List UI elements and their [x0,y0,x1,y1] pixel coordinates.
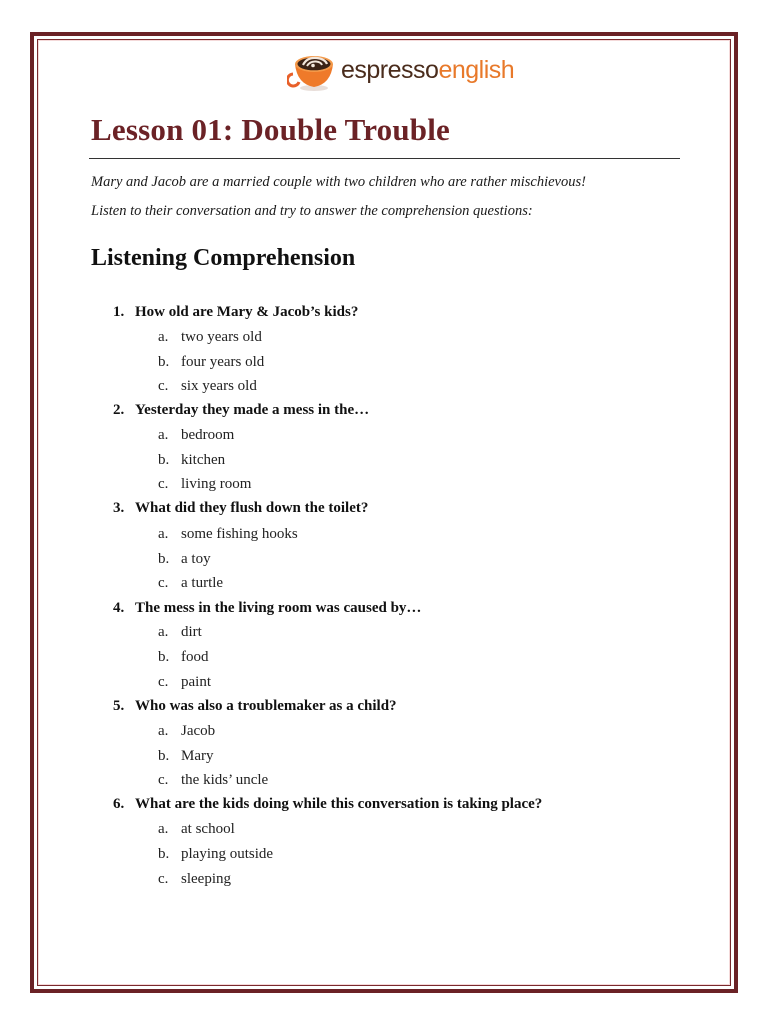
logo-text-espresso: espresso [341,55,439,84]
option-letter: a. [158,821,169,837]
option-6a [158,821,235,838]
coffee-cup-icon [287,50,337,94]
intro-line-2: Listen to their conversation and try to answer the comprehension questions: [91,203,533,219]
option-letter: c. [158,674,169,690]
option-5b [158,748,214,765]
option-text: kitchen [181,452,226,468]
option-3c [158,575,223,592]
option-text: living room [181,476,252,492]
option-2b [158,452,225,469]
question-text: The mess in the living room was caused by… [135,600,422,616]
option-letter: b. [158,551,170,567]
question-4 [113,600,421,617]
option-text: a turtle [181,575,224,591]
option-4c [158,674,211,691]
question-number: 4. [113,600,125,616]
option-2a [158,427,234,444]
question-text: What are the kids doing while this conversation is taking place? [135,796,543,812]
option-6b [158,846,273,863]
option-letter: b. [158,748,170,764]
option-2c [158,476,251,493]
question-1 [113,304,358,321]
question-6 [113,796,542,813]
logo-text-english: english [438,55,515,84]
question-3 [113,500,368,517]
option-4a [158,624,202,641]
option-4b [158,649,209,666]
option-letter: b. [158,354,170,370]
option-5a [158,723,215,740]
option-6c [158,871,231,888]
option-text: six years old [181,378,257,394]
question-2 [113,402,369,419]
question-number: 2. [113,402,125,418]
option-5c [158,772,268,789]
question-number: 6. [113,796,125,812]
option-text: paint [181,674,211,690]
title-divider [89,158,680,159]
question-number: 1. [113,304,125,320]
question-number: 3. [113,500,125,516]
intro-line-1: Mary and Jacob are a married couple with two children who are rather mischievous! [91,174,586,190]
option-text: at school [181,821,235,837]
question-5 [113,698,397,715]
option-letter: c. [158,772,169,788]
logo-wordmark [341,56,514,85]
option-letter: c. [158,476,169,492]
option-text: playing outside [181,846,274,862]
option-text: two years old [181,329,262,345]
option-text: dirt [181,624,202,640]
question-text: What did they flush down the toilet? [135,500,369,516]
option-letter: b. [158,649,170,665]
question-text: Yesterday they made a mess in the… [135,402,370,418]
question-text: How old are Mary & Jacob’s kids? [135,304,359,320]
option-text: bedroom [181,427,235,443]
option-letter: a. [158,723,169,739]
option-letter: c. [158,575,169,591]
option-letter: a. [158,427,169,443]
option-3b [158,551,211,568]
option-text: four years old [181,354,265,370]
option-letter: c. [158,871,169,887]
option-text: food [181,649,209,665]
option-letter: a. [158,526,169,542]
option-text: Jacob [181,723,216,739]
option-letter: c. [158,378,169,394]
option-3a [158,526,298,543]
option-letter: b. [158,452,170,468]
question-text: Who was also a troublemaker as a child? [135,698,397,714]
question-number: 5. [113,698,125,714]
option-text: some fishing hooks [181,526,298,542]
option-1a [158,329,262,346]
option-text: Mary [181,748,214,764]
option-letter: a. [158,329,169,345]
option-letter: a. [158,624,169,640]
option-letter: b. [158,846,170,862]
section-title: Listening Comprehension [91,245,356,271]
option-1c [158,378,257,395]
option-text: sleeping [181,871,231,887]
option-1b [158,354,264,371]
lesson-title: Lesson 01: Double Trouble [91,112,450,147]
espresso-english-logo [287,50,514,94]
option-text: a toy [181,551,211,567]
option-text: the kids’ uncle [181,772,269,788]
